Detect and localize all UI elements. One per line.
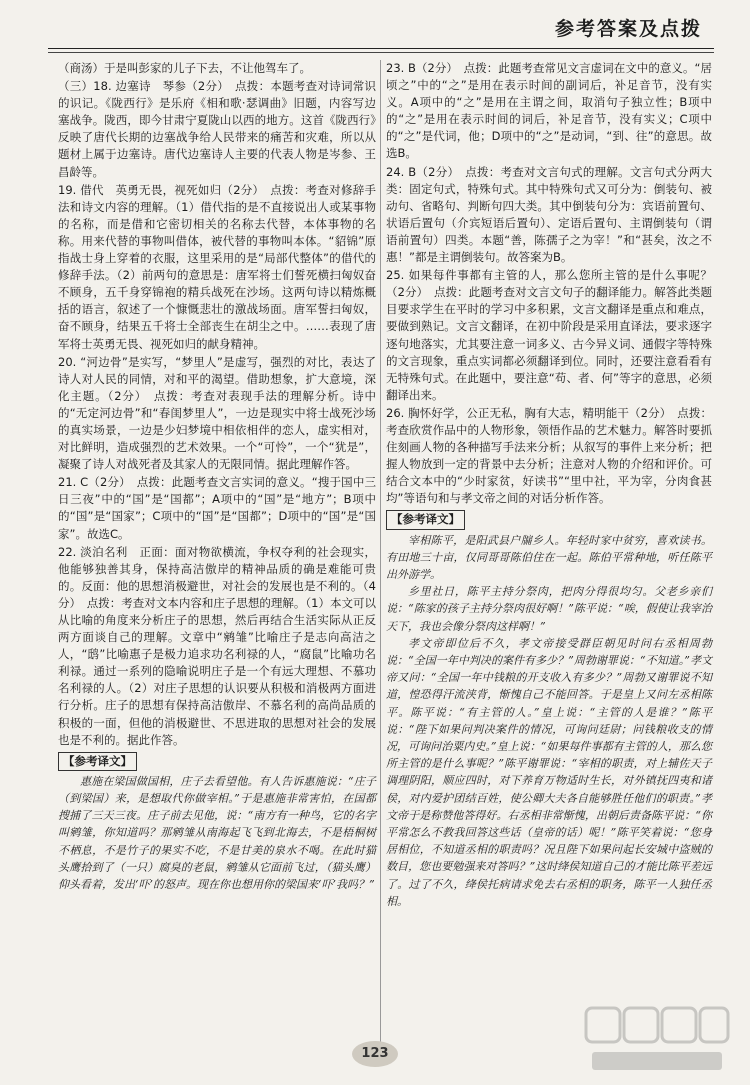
translation-paragraph: 惠施在梁国做国相，庄子去看望他。有人告诉惠施说：“庄子（到梁国）来，是想取代你做宰相。”于是惠施非常害怕，在国都搜捕了三天三夜。庄子前去见他，说：“南方有一种鸟，它的名字叫鹓雏，你知道吗？那鹓雏从南海起飞飞到北海去，不是梧桐树不栖息，不是竹子的果实不吃，不是甘美的泉水不喝。在此时猫头鹰拾到了（一只）腐臭的老鼠，鹓雏从它面前飞过，（猫头鹰）仰头看着，发出‘吓’的怒声。现在你也想用你的梁国来‘吓’我吗？” — [58, 774, 376, 892]
answer-19: 19. 借代 英勇无畏，视死如归（2分） 点拨：考查对修辞手法和诗文内容的理解。（1）借代指的是不直接说出人或某事物的名称，而是借和它密切相关的名称去代替，本体事物的名称。用来代替的事物叫借体，被代替的事物叫本体。“貂锦”原指战士身上穿着的衣服，这里采用的是“局部代整体”的借代的修辞手法。（2）前两句的意思是：唐军将士们誓死横扫匈奴奋不顾身，五千身穿锦袍的精兵战死在沙场。这两句诗以精炼概括的语言，叙述了一个慷慨悲壮的激战场面。唐军誓扫匈奴，奋不顾身，结果五千将士全部丧生在胡尘之中。……表现了唐军将士英勇无畏、视死如归的献身精神。 — [58, 182, 376, 351]
answer-23: 23. B（2分） 点拨：此题考查常见文言虚词在文中的意义。“居顷之”中的“之”是用在表示时间的副词后，补足音节，没有实义。A项中的“之”是用在主谓之间，取消句子独立性；B项中的“之”是用在表示时间的词后，补足音节，没有实义；C项中的“之”是代词，他；D项中的“之”是动词，“到、往”的意思。故选B。 — [386, 61, 712, 161]
page-number: 123 — [352, 1041, 398, 1067]
right-column — [386, 60, 712, 910]
translation-paragraph: 乡里社日，陈平主持分祭肉，把肉分得很均匀。父老乡亲们说：“陈家的孩子主持分祭肉很好啊！”陈平说：“唉，假使让我宰治天下，我也会像分祭肉这样啊！” — [386, 585, 712, 633]
translation-paragraph: 孝文帝即位后不久，孝文帝接受群臣朝见时问右丞相周勃说：“全国一年中判决的案件有多少？”周勃谢罪说：“不知道。”孝文帝又问：“全国一年中钱粮的开支收入有多少？”周勃又谢罪说不知道，惶恐得汗流浃背，惭愧自己不能回答。于是皇上又问左丞相陈平。陈平说：“有主管的人。”皇上说：“主管的人是谁？”陈平说：“陛下如果问判决案件的情况，可询问廷尉；问钱粮收支的情况，可询问治粟内史。”皇上说：“如果每件事都有主管的人，那么您所主管的是什么事呢？”陈平谢罪说：“宰相的职责，对上辅佐天子调理阴阳，顺应四时，对下养育万物适时生长，对外镇抚四夷和诸侯，对内爱护团结百姓，使公卿大夫各自能够胜任他们的职责。”孝文帝于是称赞他答得好。右丞相非常惭愧，出朝后责备陈平说：“你平常怎么不教我回答这些话（皇帝的话）呢！”陈平笑着说：“您身居相位，不知道丞相的职责吗？况且陛下如果问起长安城中盗贼的数目，您也要勉强来对答吗？”这时绛侯知道自己的才能比陈平差远了。过了不久，绛侯托病请求免去右丞相的职务，陈平一人独任丞相。 — [386, 636, 712, 908]
header-rule — [48, 48, 714, 49]
answer-26: 26. 胸怀好学，公正无私，胸有大志，精明能干（2分） 点拨：考查欣赏作品中的人物形象，领悟作品的艺术魅力。解答时要抓住刻画人物的各种描写手法来分析；从叙写的事件上来分析；把握人物放到一定的背景中去分析；注意对人物的介绍和评价。可结合文本中的“少时家贫，好读书”“里中社，平为宰，分肉食甚均”等语句和与孝文帝之间的对话分析作答。 — [386, 405, 712, 506]
answer-25: 25. 如果每件事都有主管的人，那么您所主管的是什么事呢？（2分） 点拨：此题考查对文言文句子的翻译能力。解答此类题目要求学生在平时的学习中多积累，文言文翻译是重点和难点，要做到熟记。文言文翻译，在初中阶段是采用直译法，要求逐字逐句地落实，尤其要注意一词多义、古今异义词、通假字等特殊的文言现象，重点实词都必须翻译到位。同时，还要注意看看有无特殊句式。在此题中，要注意“苟、者、何”等字的意思，必须翻译出来。 — [386, 268, 712, 402]
reference-translation-heading: 【参考译文】 — [58, 752, 137, 771]
answer-20: 20. “河边骨”是实写，“梦里人”是虚写，强烈的对比，表达了诗人对人民的同情，对和平的渴望。借助想象，扩大意境，深化主题。（2分） 点拨：考查对表现手法的理解分析。诗中的“无定河边骨”和“春闺梦里人”，一边是现实中将士战死沙场的真实场景，一边是少妇梦境中相依相伴的恋人，虚实相对，对比鲜明，造成强烈的艺术效果。一个“可怜”，一个“犹是”，凝聚了诗人对战死者及其家人的无限同情。据此理解作答。 — [58, 354, 376, 472]
page-header-title: 参考答案及点拨 — [554, 18, 702, 40]
answer-21: 21. C（2分） 点拨：此题考查文言实词的意义。“搜于国中三日三夜”中的“国”是“国都”；A项中的“国”是“地方”；B项中的“国”是“国家”；C项中的“国”是“国都”；D项中的“国”是“国家”。故选C。 — [58, 475, 376, 541]
answer-paragraph: （商汤）于是叫彭家的儿子下去，不让他驾车了。 — [58, 61, 311, 75]
reference-translation-heading: 【参考译文】 — [386, 510, 465, 529]
answer-24: 24. B（2分） 点拨：考查对文言句式的理解。文言句式分两大类：固定句式，特殊句式。其中特殊句式又可分为：倒装句、被动句、省略句、判断句四大类。其中倒装句分为：宾语前置句、状语后置句（介宾短语后置句）、定语后置句、主谓倒装句（谓语前置句）四类。本题“善，陈孺子之为宰！”和“甚矣，汝之不惠！”都是主谓倒装句。故答案为B。 — [386, 164, 712, 265]
watermark-logo-icon — [582, 1002, 732, 1077]
left-column — [58, 60, 376, 893]
column-divider — [380, 60, 381, 1045]
header-rule-thin — [48, 52, 714, 53]
answer-22: 22. 淡泊名利 正面：面对物欲横流，争权夺利的社会现实，他能够独善其身，保持高洁傲岸的精神品质的确是难能可贵的。反面：他的思想消极避世，对社会的发展也是不利的。（4分） 点拨：考查对文本内容和庄子思想的理解。（1）本文可以从比喻的角度来分析庄子的思想，然后再结合生活实际从正反两方面谈自己的理解。文章中“鹓雏”比喻庄子是志向高洁之人，“鸱”比喻惠子是极力追求功名利禄的人，“腐鼠”比喻功名利禄。通过一系列的隐喻说明庄子是一个有远大理想、不慕功名利禄的人。（2）对庄子思想的认识要从积极和消极两方面进行分析。庄子的思想有保持高洁傲岸、不慕名利的高尚品质的积极的一面，但他的消极避世、不思进取的思想对社会的发展也是不利的。据此作答。 — [58, 544, 376, 747]
translation-paragraph: 宰相陈平，是阳武县户牖乡人。年轻时家中贫穷，喜欢读书。有田地三十亩，仅同哥哥陈伯住在一起。陈伯平常种地，听任陈平出外游学。 — [386, 533, 712, 581]
answer-18: （三）18. 边塞诗 琴参（2分） 点拨：本题考查对诗词常识的识记。《陇西行》是乐府《相和歌·瑟调曲》旧题，内容写边塞战争。陇西，即今甘肃宁夏陇山以西的地方。这首《陇西行》反映了唐代长期的边塞战争给人民带来的痛苦和灾难，所以从题材上属于边塞诗。唐代边塞诗人主要的代表人物是岑参、王昌龄等。 — [58, 79, 376, 179]
